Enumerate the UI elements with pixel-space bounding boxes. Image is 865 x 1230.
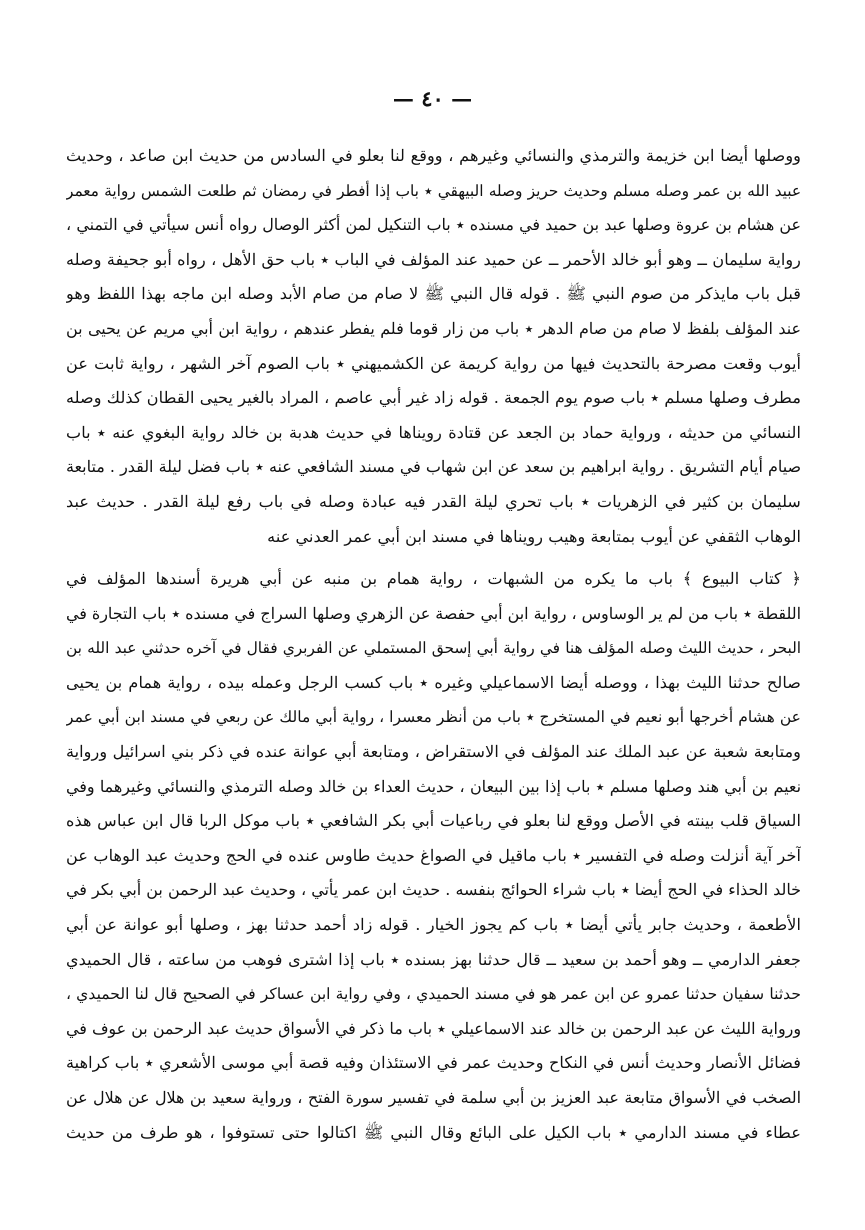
- chapter-heading-line: ﴿ كتاب البيوع ﴾ باب ما يكره من الشبهات ، رواية همام بن منبه عن أبي هريرة أسندها المؤلف في: [66, 569, 801, 588]
- text-line: فضائل الأنصار وحديث أنس في النكاح وحديث عمر في الاستئذان وفيه قصة أبي موسى الأشعري ٭ باب كراهية: [66, 1053, 801, 1073]
- text-line: سليمان بن كثير في الزهريات ٭ باب تحري ليلة القدر فيه عبادة وصله في باب رفع ليلة القدر . حديث عبد: [66, 491, 801, 511]
- text-line: قبل باب مايذكر من صوم النبي ﷺ . قوله قال النبي ﷺ لا صام من صام الأبد وصله ابن ماجه بهذا اللفظ وهو: [66, 284, 801, 304]
- paragraph-sales-chapter: [66, 562, 801, 1150]
- text-line: الصخب في الأسواق متابعة عبد العزيز بن أبي سلمة في تفسير سورة الفتح ، ورواية سعيد بن هلال عن هلال عن: [66, 1087, 801, 1107]
- text-line: السياق قلب بينته في الأصل ووقع لنا بعلو في رباعيات أبي بكر الشافعي ٭ باب موكل الربا قال ابن عباس هذه: [66, 811, 801, 831]
- text-line: خالد الحذاء في الحج أيضا ٭ باب شراء الحوائج بنفسه . حديث ابن عمر يأتي ، وحديث عبد الرحمن بن أبي بكر في: [66, 880, 801, 900]
- text-line: النسائي من حديثه ، ورواية حماد بن الجعد عن قتادة رويناها في حديث هدبة بن خالد رواية البغوي عنه ٭ باب: [66, 422, 801, 442]
- paragraph-fasting-chapter: [66, 139, 801, 554]
- page-number: — ٤٠ —: [392, 86, 473, 111]
- text-line: البحر ، حديث الليث وصله المؤلف هنا في رواية أبي إسحق المستملي عن الفربري فقال في آخره حدثني عبد الله بن: [66, 639, 801, 658]
- text-line: ومتابعة شعبة عن عبد الملك عند المؤلف في الاستقراض ، ومتابعة أبي عوانة عنده في ذكر بني اسرائيل ورواية: [66, 741, 801, 761]
- text-line: آخر آية أنزلت وصله في التفسير ٭ باب ماقيل في الصواغ حديث طاوس عنده في الحج وحديث عبد الوهاب عن: [66, 845, 801, 865]
- text-line: حدثنا سفيان حدثنا عمرو عن ابن عمر هو في مسند الحميدي ، وفي رواية ابن عساكر في الصحيح قال لنا الحميدي ،: [66, 985, 801, 1004]
- text-line: اللقطة ٭ باب من لم ير الوساوس ، رواية ابن أبي حفصة عن الزهري وصلها السراج في مسنده ٭ باب التجارة في: [66, 603, 801, 623]
- text-line: عند المؤلف بلفظ لا صام من صام الدهر ٭ باب من زار قوما فلم يفطر عندهم ، رواية ابن أبي مريم عن يحيى بن: [66, 318, 801, 338]
- text-line: عن هشام أخرجها أبو نعيم في المستخرج ٭ باب من أنظر معسرا ، رواية أبي مالك عن ربعي في مسند ابن أبي عمر: [66, 708, 801, 727]
- text-line: صيام أيام التشريق . رواية ابراهيم بن سعد عن ابن شهاب في مسند الشافعي عنه ٭ باب فضل ليلة القدر . متابعة: [66, 457, 801, 477]
- text-line: ورواية الليث عن عبد الرحمن بن خالد عند الاسماعيلي ٭ باب ما ذكر في الأسواق حديث عبد الرحمن بن عوف في: [66, 1018, 801, 1038]
- text-line: عن هشام بن عروة وصلها عبد بن حميد في مسنده ٭ باب التنكيل لمن أكثر الوصال رواه أنس سيأتي في التمني ،: [66, 215, 801, 235]
- text-line: مطرف وصلها مسلم ٭ باب صوم يوم الجمعة . قوله زاد غير أبي عاصم ، المراد بالغير يحيى القطان كذلك وصله: [66, 388, 801, 408]
- text-line: رواية سليمان ــ وهو أبو خالد الأحمر ــ عن حميد عند المؤلف في الباب ٭ باب حق الأهل ، رواه أبو جحيفة وصله: [66, 249, 801, 269]
- text-line: جعفر الدارمي ــ وهو أحمد بن سعيد ــ قال حدثنا بهز بسنده ٭ باب إذا اشترى فوهب من ساعته ، قال الحميدي: [66, 949, 801, 969]
- text-line: عبيد الله بن عمر وصله مسلم وحديث حريز وصله البيهقي ٭ باب إذا أفطر في رمضان ثم طلعت الشمس رواية معمر: [66, 181, 801, 200]
- text-line: الأطعمة ، وحديث جابر يأتي أيضا ٭ باب كم يجوز الخيار . قوله زاد أحمد حدثنا بهز ، وصلها أبو عوانة عن أبي: [66, 914, 801, 934]
- text-line: عطاء في مسند الدارمي ٭ باب الكيل على البائع وقال النبي ﷺ اكتالوا حتى تستوفوا ، هو طرف من حديث: [66, 1122, 801, 1142]
- text-line: ووصلها أيضا ابن خزيمة والترمذي والنسائي وغيرهم ، ووقع لنا بعلو في السادس من حديث ابن صاعد ، وحديث: [66, 146, 801, 165]
- text-line: نعيم بن أبي هند وصلها مسلم ٭ باب إذا بين البيعان ، حديث العداء بن خالد وصله الترمذي والنسائي وغيرهما وفي: [66, 776, 801, 796]
- text-line: الوهاب الثقفي عن أيوب بمتابعة وهيب رويناها في مسند ابن أبي عمر العدني عنه: [267, 526, 801, 546]
- text-line: أيوب وقعت مصرحة بالتحديث فيها من رواية كريمة عن الكشميهني ٭ باب الصوم آخر الشهر ، رواية ثابت عن: [66, 353, 801, 373]
- text-line: صالح حدثنا الليث بهذا ، ووصله أيضا الاسماعيلي وغيره ٭ باب كسب الرجل وعمله بيده ، رواية همام بن يحيى: [66, 672, 801, 692]
